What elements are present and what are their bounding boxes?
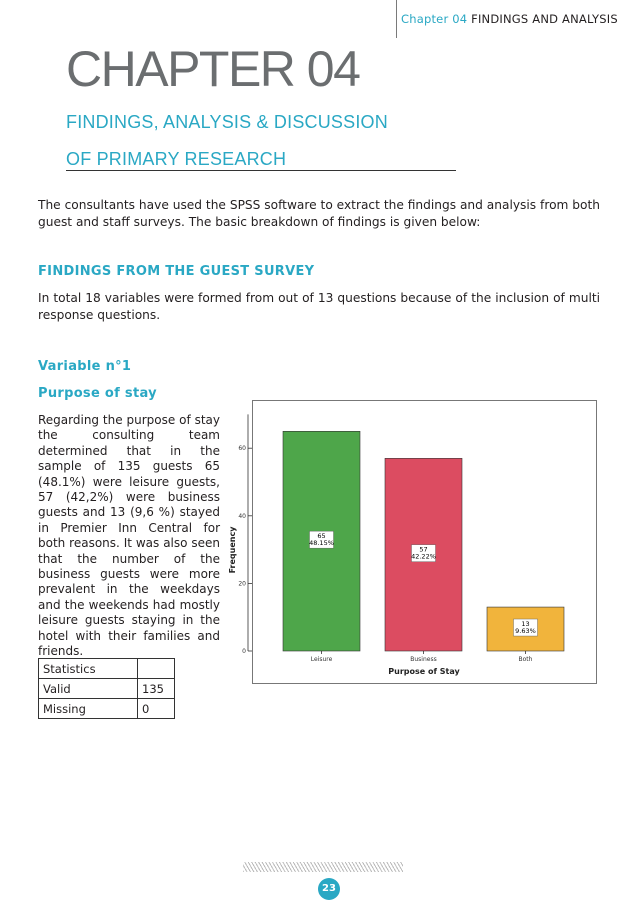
decorative-hatch: [243, 862, 403, 872]
variable-heading: Variable n°1: [38, 359, 132, 374]
table-cell: [138, 659, 175, 679]
chapter-subtitle-line1: FINDINGS, ANALYSIS & DISCUSSION: [66, 112, 388, 132]
table-cell: Valid: [39, 679, 138, 699]
y-tick-label: 0: [242, 648, 246, 655]
data-label-percent: 42.22%: [411, 552, 436, 561]
table-cell: 0: [138, 699, 175, 719]
table-row: [39, 699, 175, 719]
table-row: [39, 679, 175, 699]
y-axis-title: Frequency: [228, 526, 237, 574]
y-tick-label: 60: [238, 445, 246, 453]
chapter-subtitle-line2: OF PRIMARY RESEARCH: [66, 149, 287, 169]
x-axis-title: Purpose of Stay: [388, 667, 460, 676]
guest-survey-heading: FINDINGS FROM THE GUEST SURVEY: [38, 264, 315, 279]
intro-paragraph: The consultants have used the SPSS software to extract the findings and analysis from both guest and staff surveys. The basic breakdown of findings is given below:: [38, 198, 600, 229]
header-section: FINDINGS AND ANALYSIS: [471, 12, 618, 26]
table-cell: Missing: [39, 699, 138, 719]
x-tick-label: Both: [518, 656, 533, 663]
variable-subheading: Purpose of stay: [38, 386, 157, 401]
x-tick-label: Leisure: [310, 656, 333, 663]
table-cell: Statistics: [39, 659, 138, 679]
page-number-badge: 23: [318, 878, 340, 900]
table-cell: 135: [138, 679, 175, 699]
table-row: [39, 659, 175, 679]
variable-paragraph: Regarding the purpose of stay the consulting team determined that in the sample of 135 guests 65 (48.1%) were leisure guests, 57 (42,2%) were business guests and 13 (9,6 %) stayed in Premier Inn Central for both reasons. It was also seen that the number of the business guests were more prevalent in the weekdays and the weekends had mostly leisure guests staying in the hotel with their families and friends.: [38, 413, 220, 659]
y-tick-label: 40: [238, 512, 246, 520]
header-chapter: Chapter 04: [401, 12, 468, 26]
guest-survey-paragraph: In total 18 variables were formed from out of 13 questions because of the inclusion of multi response questions.: [38, 291, 600, 322]
data-label-percent: 48.15%: [309, 539, 334, 548]
data-label-percent: 9.63%: [515, 627, 536, 636]
purpose-of-stay-chart: [226, 400, 598, 685]
data-label-count: 57: [419, 545, 428, 554]
header-divider: [396, 0, 397, 38]
subtitle-underline: [66, 170, 456, 171]
y-tick-label: 20: [238, 580, 246, 588]
data-label-count: 65: [317, 532, 326, 541]
x-tick-label: Business: [410, 656, 437, 663]
statistics-table: [38, 658, 175, 719]
chapter-title: CHAPTER 04: [66, 41, 360, 97]
data-label-count: 13: [521, 620, 530, 629]
running-header: [401, 12, 618, 26]
